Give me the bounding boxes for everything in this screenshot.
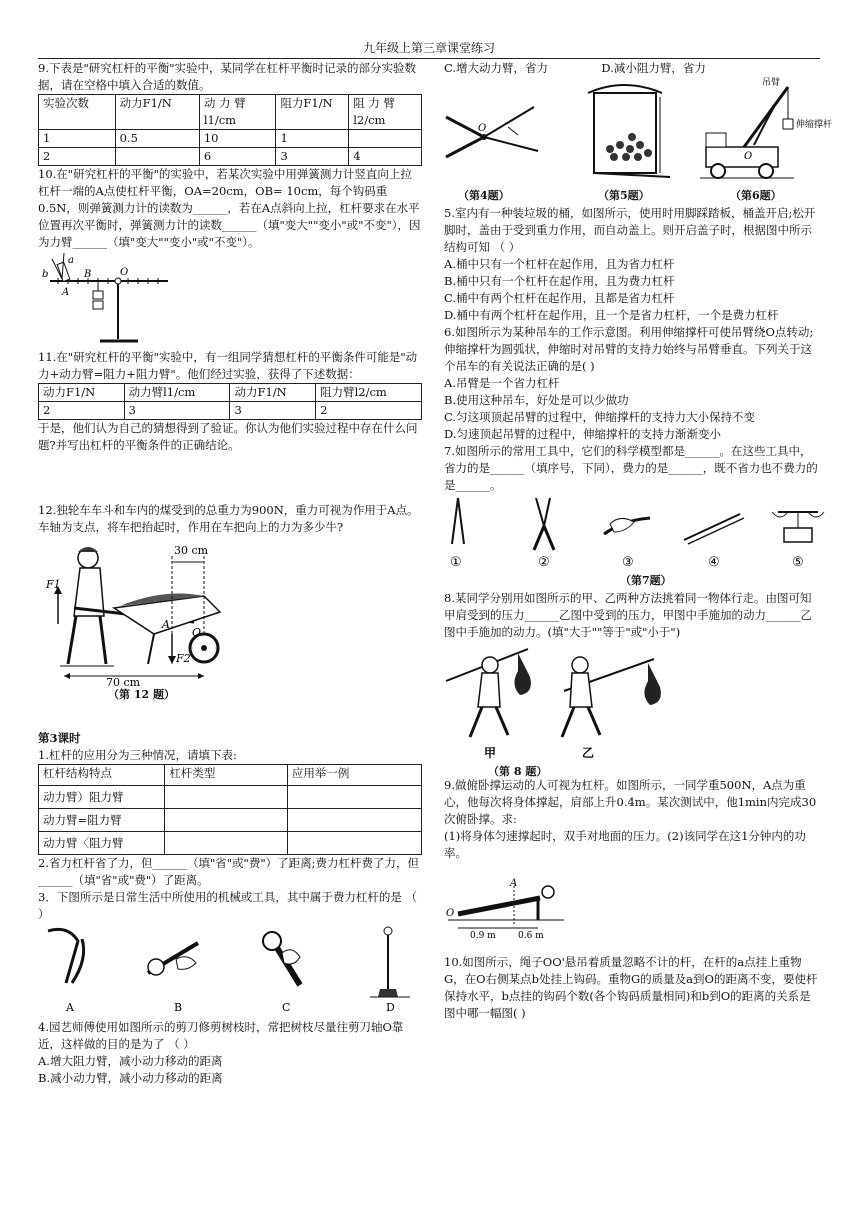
q4-option-d: D.减小阻力臂，省力 [601,61,706,75]
table-cell [349,130,422,148]
label-F2: F2 [176,652,191,665]
q12-text: 12.独轮车车斗和车内的煤受到的总重力为900N，重力可视为作用于A点。车轴为支点，将车把抬起时，作用在车把向上的力为多少牛? [38,503,419,534]
label-A: A [62,287,70,298]
q11-after: 于是，他们认为自己的猜想得到了验证。你认为他们实验过程中存在什么问题?并写出杠杆的平衡条件的正确结论。 [38,421,418,452]
table-cell: 3 [124,402,230,420]
wheelbarrow-diagram [44,536,244,689]
table-cell [287,832,421,855]
q5-option-b: B.桶中只有一个杠杆在起作用，且为费力杠杆 [444,274,675,288]
table-cell: 2 [39,402,125,420]
q9-text: 9.下表是"研究杠杆的平衡"实验中，某同学在杠杆平衡时记录的部分实验数据，请在空格中填入合适的数值。 [38,61,417,92]
q4-option-c: C.增大动力臂，省力 [444,61,549,75]
table-cell: 1 [276,130,349,148]
label-O: O [478,123,487,134]
page-header: 九年级上第三章课堂练习 [38,40,820,59]
pushup-diagram [444,880,584,940]
label-O: O [446,908,455,919]
left-column [38,60,422,1087]
table-cell: 阻 力 臂 l2/cm [349,95,422,130]
q7-tools-figure [444,494,820,590]
q8-text: 8.某同学分别用如图所示的甲、乙两种方法挑着同一物体行走。由图可知甲肩受到的压力______乙图中受到的压力，甲图中手施加的动力______乙图中手施加的动力。(填"大于""等于"或"小于") [444,591,812,639]
crane-label-O: O [744,151,753,162]
label-d1: 0.9 m [470,931,496,941]
table-header-row [39,95,422,130]
fig4-caption: （第4题） [458,189,510,202]
table-cell: 阻力臂l2/cm [316,384,422,402]
lesson3-table [38,764,422,855]
label-2: ② [538,555,550,570]
table-cell: 实验次数 [39,95,116,130]
table-cell: 6 [199,148,276,166]
table-cell: 动力F1/N [39,384,125,402]
q6-text: 6.如图所示为某种吊车的工作示意图。利用伸缩撑杆可使吊臂绕O点转动;伸缩撑杆为圆弧状，伸缩时对吊臂的支持力始终与吊臂垂直。下列关于这个吊车的有关说法正确的是( ) [444,325,814,373]
table-cell: 0.5 [115,130,199,148]
table-cell [287,809,421,832]
label-boom: 吊臂 [762,78,781,88]
table-cell: 杠杆类型 [165,765,288,786]
answer-space [38,454,422,502]
table-cell: 阻力F1/N [276,95,349,130]
q6-option-b: B.使用这种吊车，好处是可以少做功 [444,393,629,407]
tools-diagram [38,923,422,1015]
q5-option-a: A.桶中只有一个杠杆在起作用，且为省力杠杆 [444,257,675,271]
q7-diagram [444,494,820,574]
q10-text: 10.如图所示，绳子OO'悬吊着质量忽略不计的杆，在杆的a点挂上重物G，在O右侧某点b处挂上钩码。重物G的质量及a到O的距离不变，要使杆保持水平，b点挂的钩码个数(各个钩码质量相同)和b到O的距离的关系是图中哪一幅图( ) [444,955,818,1020]
table-cell: 4 [349,148,422,166]
table-cell [165,786,288,809]
fig5-caption: （第5题） [598,189,650,202]
q8-carry-figure [444,641,820,777]
table-cell [287,786,421,809]
label-d2: 0.6 m [518,931,544,941]
q9-text: 9.做俯卧撑运动的人可视为杠杆。如图所示，一同学重500N，A点为重心，他每次将身体撑起，肩部上升0.4m。某次测试中，他1min内完成30次俯卧撑。求: [444,778,817,826]
table-cell: 2 [316,402,422,420]
label-b: b [42,269,49,280]
q9-pushup-figure [444,880,820,954]
table-row [39,402,422,420]
table-cell: 动力臂=阻力臂 [39,809,165,832]
table-cell: 1 [39,130,116,148]
label-70cm: 70 cm [106,676,141,689]
label-jia: 甲 [484,746,497,760]
lesson3-q1: 1.杠杆的应用分为三种情况，请填下表: [38,748,237,762]
label-3: ③ [622,555,634,570]
table-cell [115,148,199,166]
lesson3-q4: 4.园艺师傅使用如图所示的剪刀修剪树枝时，常把树枝尽量往剪刀轴O靠近，这样做的目的是为了 （ ） [38,1020,404,1051]
table-cell [165,832,288,855]
label-yi: 乙 [582,746,595,760]
q10-lever-figure [38,251,422,349]
table-cell: 动力F1/N [230,384,316,402]
table-row [39,809,422,832]
label-1: ① [450,555,462,570]
label-4: ④ [708,555,720,570]
figs-4-5-6 [444,77,833,205]
q11-text: 11.在"研究杠杆的平衡"实验中，有一组同学猜想杠杆的平衡条件可能是"动力+动力臂=阻力+阻力臂"。他们经过实验，获得了下述数据： [38,350,418,381]
q7-caption: （第7题） [620,574,672,587]
table-cell: 动力臂l1/cm [124,384,230,402]
table-row [39,130,422,148]
table-cell: 应用举一例 [287,765,421,786]
q10-text: 10.在"研究杠杆的平衡"的实验中，若某次实验中用弹簧测力计竖直向上拉杠杆一端的A点使杠杆平衡，OA=20cm，OB= 10cm，每个钩码重0.5N，则弹簧测力计的读数为______，若在A点斜向上拉，杠杆要求在水平位置再次平衡时，弹簧测力计的读数______（填"变大""变小"或"不变"），因为力臂______（填"变大""变小"或"不变"）。 [38,167,421,249]
table-cell: 动力臂〈阻力臂 [39,832,165,855]
q5-option-c: C.桶中有两个杠杆在起作用，且都是省力杠杆 [444,291,675,305]
label-F1: F1 [46,578,61,591]
lesson3-q3: 3．下图所示是日常生活中所使用的机械或工具，其中属于费力杠杆的是 （ ） [38,890,417,921]
label-O: O [192,626,202,639]
lesson3-title: 第3课时 [38,731,81,745]
q12-caption: （第 12 题） [108,688,175,701]
lever-diagram [38,251,178,347]
q6-option-d: D.匀速顶起吊臂的过程中，伸缩撑杆的支持力渐渐变小 [444,427,721,441]
table-cell: 3 [276,148,349,166]
label-rod: 伸缩撑杆 [796,120,833,130]
q9-table [38,94,422,166]
table-cell: 动力臂）阻力臂 [39,786,165,809]
table-cell: 动 力 臂 l1/cm [199,95,276,130]
table-row [39,832,422,855]
q5-option-d: D.桶中有两个杠杆在起作用，且一个是省力杠杆，一个是费力杠杆 [444,308,779,322]
q11-table [38,383,422,420]
q4-options-cd [444,60,820,77]
q6-option-a: A.吊臂是一个省力杠杆 [444,376,560,390]
table-cell: 2 [39,148,116,166]
label-a: a [68,255,74,266]
label-D: D [386,1001,395,1014]
label-O: O [120,267,129,278]
label-B: B [84,269,92,280]
table-row [39,786,422,809]
table-cell [165,809,288,832]
q8-caption: （第 8 题） [488,765,548,778]
q6-option-c: C.匀这项顶起吊臂的过程中，伸缩撑杆的支持力大小保持不变 [444,410,756,424]
table-header-row [39,384,422,402]
table-header-row [39,765,422,786]
label-A: A [66,1001,74,1014]
q7-text: 7.如图所示的常用工具中，它们的科学模型都是______。在这些工具中，省力的是______（填序号，下同），费力的是______，既不省力也不费力的是______。 [444,444,818,492]
fig6-caption: （第6题） [730,189,782,202]
label-C: C [282,1001,291,1014]
table-cell: 3 [230,402,316,420]
label-30cm: 30 cm [174,544,209,557]
lesson3-q2: 2.省力杠杆省了力，但______（填"省"或"费"）了距离;费力杠杆费了力，但______（填"省"或"费"）了距离。 [38,856,420,887]
table-row [39,148,422,166]
label-A: A [162,618,170,631]
carry-diagram [444,641,684,761]
spacer [38,702,422,730]
table-cell: 10 [199,130,276,148]
q12-wheelbarrow-figure [38,536,422,702]
label-B: B [174,1001,183,1014]
q5-text: 5.室内有一种装垃圾的桶，如图所示，使用时用脚踩踏板，桶盖开启;松开脚时，盖由于受到重力作用，而自动盖上。则开启盖子时，根据图中所示结构可知 （ ） [444,206,816,254]
right-column [444,60,833,1022]
q4-option-a: A.增大阻力臂，减小动力移动的距离 [38,1054,223,1068]
label-A: A [510,878,518,889]
q4-option-b: B.减小动力臂，减小动力移动的距离 [38,1071,223,1085]
table-cell: 杠杆结构特点 [39,765,165,786]
table-cell: 动力F1/N [115,95,199,130]
label-5: ⑤ [792,555,804,570]
q3-tools-figure [38,923,422,1019]
q9-sub: (1)将身体匀速撑起时，双手对地面的压力。(2)该同学在这1分钟内的功率。 [444,829,806,860]
figures-diagram [444,77,833,189]
